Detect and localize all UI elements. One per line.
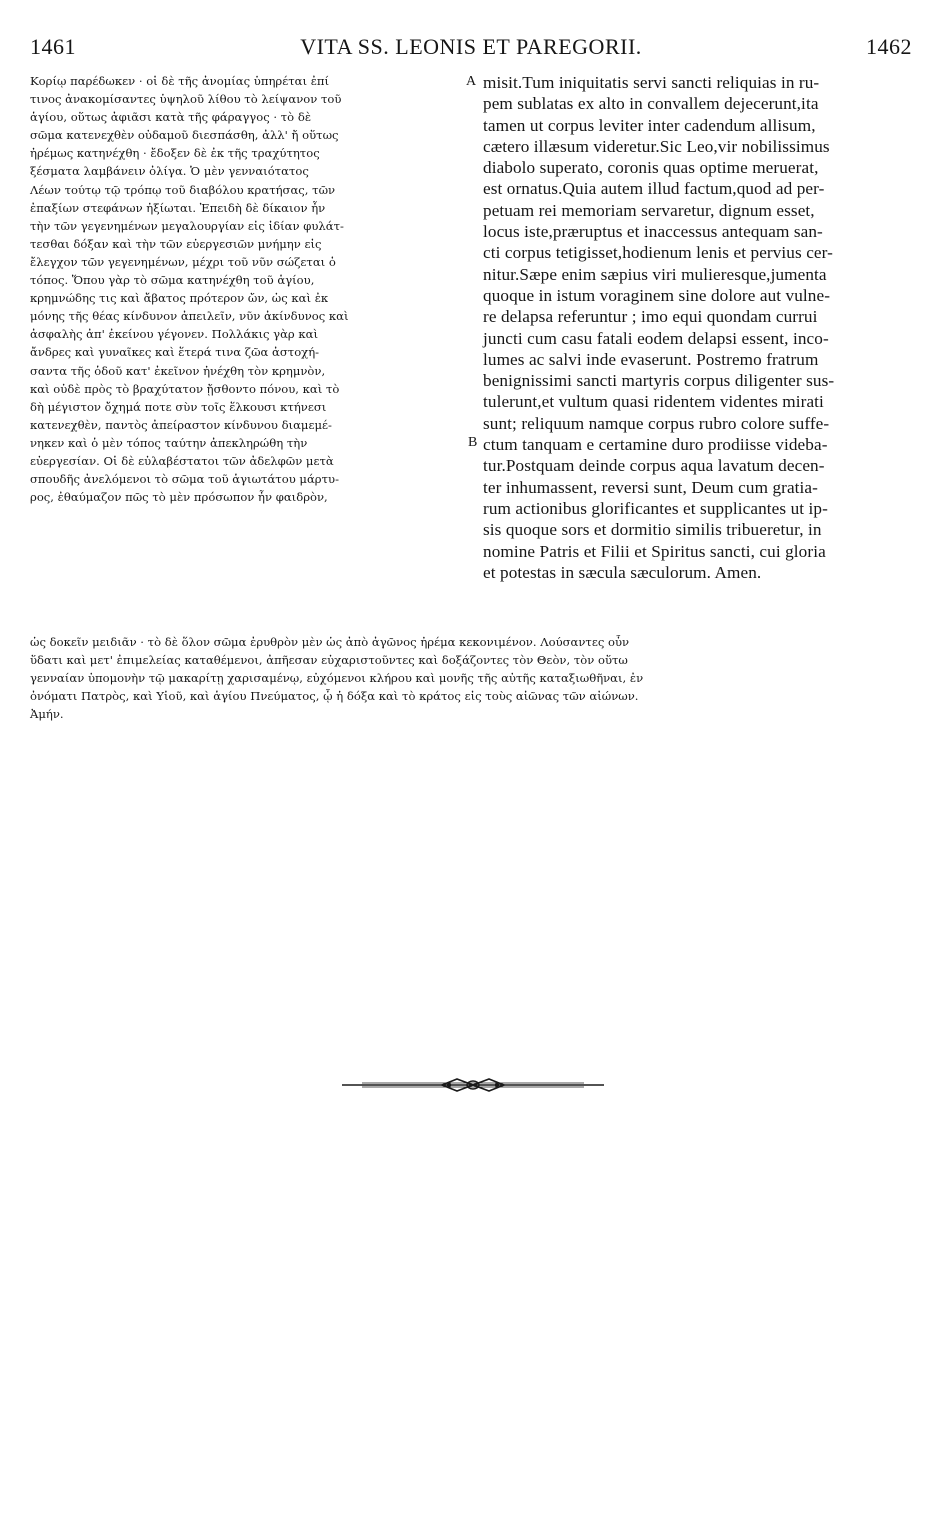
page-number-left: 1461 xyxy=(30,34,76,59)
latin-text-line: est ornatus.Quia autem illud factum,quod ad per- xyxy=(483,179,825,199)
greek-text-line: ὡς δοκεῖν μειδιᾶν · τὸ δὲ ὅλον σῶμα ἐρυθρὸν μὲν ὡς ἀπὸ ἀγῶνος ἠρέμα κεκονιμένον. Λούσαντες οὖν xyxy=(30,635,630,649)
greek-text-line: ἀσφαλὴς ἀπ' ἐκείνου γέγονεν. Πολλάκις γὰρ καὶ xyxy=(30,327,319,342)
greek-column xyxy=(30,72,462,506)
greek-text-line: ἁγίου, οὕτως ἀφιᾶσι κατὰ τῆς φάραγγος · τὸ δὲ xyxy=(30,110,312,125)
greek-text-line: τινος ἀνακομίσαντες ὑψηλοῦ λίθου τὸ λείψανον τοῦ xyxy=(30,92,342,107)
greek-text-line: ἐπαξίων στεφάνων ἠξίωται. Ἐπειδὴ δὲ δίκαιον ἦν xyxy=(30,200,326,215)
latin-text-line: misit.Tum iniquitatis servi sancti reliquias in ru- xyxy=(483,73,820,92)
latin-text-line: rum actionibus glorificantes et supplicantes ut ip- xyxy=(483,498,828,518)
section-marker-b: B xyxy=(468,435,478,450)
latin-text-line: juncti cum casu fatali eodem delapsi essent, inco- xyxy=(483,328,829,348)
latin-text-line: petuam rei memoriam servaretur, dignum esset, xyxy=(483,200,815,220)
greek-text-line: ξέσματα λαμβάνειν ὀλίγα. Ὁ μὲν γενναιότατος xyxy=(30,164,309,179)
greek-text-line: τεσθαι δόξαν καὶ τὴν τῶν εὐεργεσιῶν μνήμην εἰς xyxy=(30,236,322,251)
running-title: VITA SS. LEONIS ET PAREGORII. xyxy=(300,34,642,59)
latin-text-line: cti corpus tetigisset,hodienum lenis et pervius cer- xyxy=(483,243,833,263)
greek-text-line: καὶ οὐδὲ πρὸς τὸ βραχύτατον ᾔσθοντο πόνου, καὶ τὸ xyxy=(30,381,340,396)
greek-text-line: Κορίῳ παρέδωκεν · οἱ δὲ τῆς ἀνομίας ὑπηρέται ἐπί xyxy=(30,74,330,88)
latin-text-line: cætero illæsum videretur.Sic Leo,vir nobilissimus xyxy=(483,136,830,156)
latin-text-line: ctum tanquam e certamine duro prodiisse videba- xyxy=(483,435,828,455)
latin-text-line: nomine Patris et Filii et Spiritus sancti, cui gloria xyxy=(483,541,826,561)
latin-text-line: sis quoque sors et dormitio similis tribueretur, in xyxy=(483,520,822,540)
page-header xyxy=(30,34,912,68)
greek-text-line: γενναίαν ὑπομονὴν τῷ μακαρίτῃ χαρισαμένῳ, εὐχόμενοι κλήρου καὶ μονῆς τῆς αὐτῆς καταξιωθῆναι, ἐν xyxy=(30,671,644,686)
greek-text-line: Ἀμήν. xyxy=(30,707,64,722)
greek-text-line: τὴν τῶν γεγενημένων μεγαλουργίαν εἰς ἰδίαν φυλάτ- xyxy=(30,218,344,233)
greek-text-line: ἠρέμως κατηνέχθη · ἔδοξεν δὲ ἐκ τῆς τραχύτητος xyxy=(30,146,320,161)
latin-text-line: tamen ut corpus leviter inter cadendum allisum, xyxy=(483,115,816,135)
greek-text-line: εὐεργεσίαν. Οἱ δὲ εὐλαβέστατοι τῶν ἀδελφῶν μετὰ xyxy=(30,453,334,468)
greek-text-line: σπουδῆς ἀνελόμενοι τὸ σῶμα τοῦ ἁγιωτάτου μάρτυ- xyxy=(30,472,339,487)
greek-text-line: σαντα τῆς ὁδοῦ κατ' ἐκεῖνον ἠνέχθη τὸν κρημνὸν, xyxy=(30,363,326,378)
greek-text-line: Λέων τούτῳ τῷ τρόπῳ τοῦ διαβόλου κρατήσας, τῶν xyxy=(30,182,336,197)
latin-text-line: locus iste,præruptus et inaccessus antequam san- xyxy=(483,222,823,242)
greek-full-width-paragraph xyxy=(30,633,912,723)
latin-text-line: nitur.Sæpe enim sæpius viri mulieresque,jumenta xyxy=(483,264,827,284)
ornamental-divider xyxy=(342,1076,604,1094)
greek-text-line: κρημνώδης τις καὶ ἄβατος πρότερον ὤν, ὡς καὶ ἐκ xyxy=(30,291,329,306)
latin-column xyxy=(483,72,915,583)
section-marker-a: A xyxy=(466,74,477,89)
latin-text-line: ter inhumassent, reversi sunt, Deum cum gratia- xyxy=(483,477,818,497)
latin-text-line: benignissimi sancti martyris corpus diligenter sus- xyxy=(483,371,835,391)
latin-text-line: lumes ac salvi inde evaserunt. Postremo fratrum xyxy=(483,349,819,369)
latin-text-line: diabolo superato, coronis quas optime meruerat, xyxy=(483,158,819,178)
latin-text-line: sunt; reliquum namque corpus rubro colore suffe- xyxy=(483,413,830,433)
greek-text-line: ἔλεγχον τῶν γεγενημένων, μέχρι τοῦ νῦν σώζεται ὁ xyxy=(30,254,336,269)
greek-text-line: ἄνδρες καὶ γυναῖκες καὶ ἕτερά τινα ζῶα ἀστοχή- xyxy=(30,345,320,360)
latin-text-line: re delapsa referuntur ; imo equi quondam currui xyxy=(483,307,818,327)
latin-text-line: tur.Postquam deinde corpus aqua lavatum decen- xyxy=(483,456,825,476)
greek-text-line: μόνης τῆς θέας κίνδυνον ἀπειλεῖν, νῦν ἀκίνδυνος καὶ xyxy=(30,309,349,324)
latin-text-line: tulerunt,et vultum quasi ridentem videntes mirati xyxy=(483,392,824,412)
greek-text-line: νηκεν καὶ ὁ μὲν τόπος ταύτην ἀπεκληρώθη τὴν xyxy=(30,435,308,450)
latin-text-line: quoque in istum voraginem sine dolore aut vulne- xyxy=(483,285,831,305)
greek-text-line: κατενεχθὲν, παντὸς ἀπείραστον κίνδυνου διαμεμέ- xyxy=(30,417,332,432)
page-number-right: 1462 xyxy=(866,34,912,59)
latin-text-line: et potestas in sæcula sæculorum. Amen. xyxy=(483,562,762,582)
latin-text-line: pem sublatas ex alto in convallem dejecerunt,ita xyxy=(483,94,819,114)
greek-text-line: ὕδατι καὶ μετ' ἐπιμελείας καταθέμενοι, ἀπῆεσαν εὐχαριστοῦντες καὶ δοξάζοντες τὸν Θεὸν, τὸν οὕτω xyxy=(30,653,628,668)
greek-text-line: δὴ μέγιστον ὄχημά ποτε σὺν τοῖς ἕλκουσι κτήνεσι xyxy=(30,399,327,414)
greek-text-line: τόπος. Ὅπου γὰρ τὸ σῶμα κατηνέχθη τοῦ ἁγίου, xyxy=(30,273,315,288)
greek-text-line: ὀνόματι Πατρὸς, καὶ Υἱοῦ, καὶ ἁγίου Πνεύματος, ᾧ ἡ δόξα καὶ τὸ κράτος εἰς τοὺς αἰῶνας τῶν αἰώνων. xyxy=(30,689,639,704)
greek-text-line: ρος, ἐθαύμαζον πῶς τὸ μὲν πρόσωπον ἦν φαιδρὸν, xyxy=(30,490,328,505)
greek-text-line: σῶμα κατενεχθὲν οὐδαμοῦ διεσπάσθη, ἀλλ' ἤ οὕτως xyxy=(30,128,339,143)
